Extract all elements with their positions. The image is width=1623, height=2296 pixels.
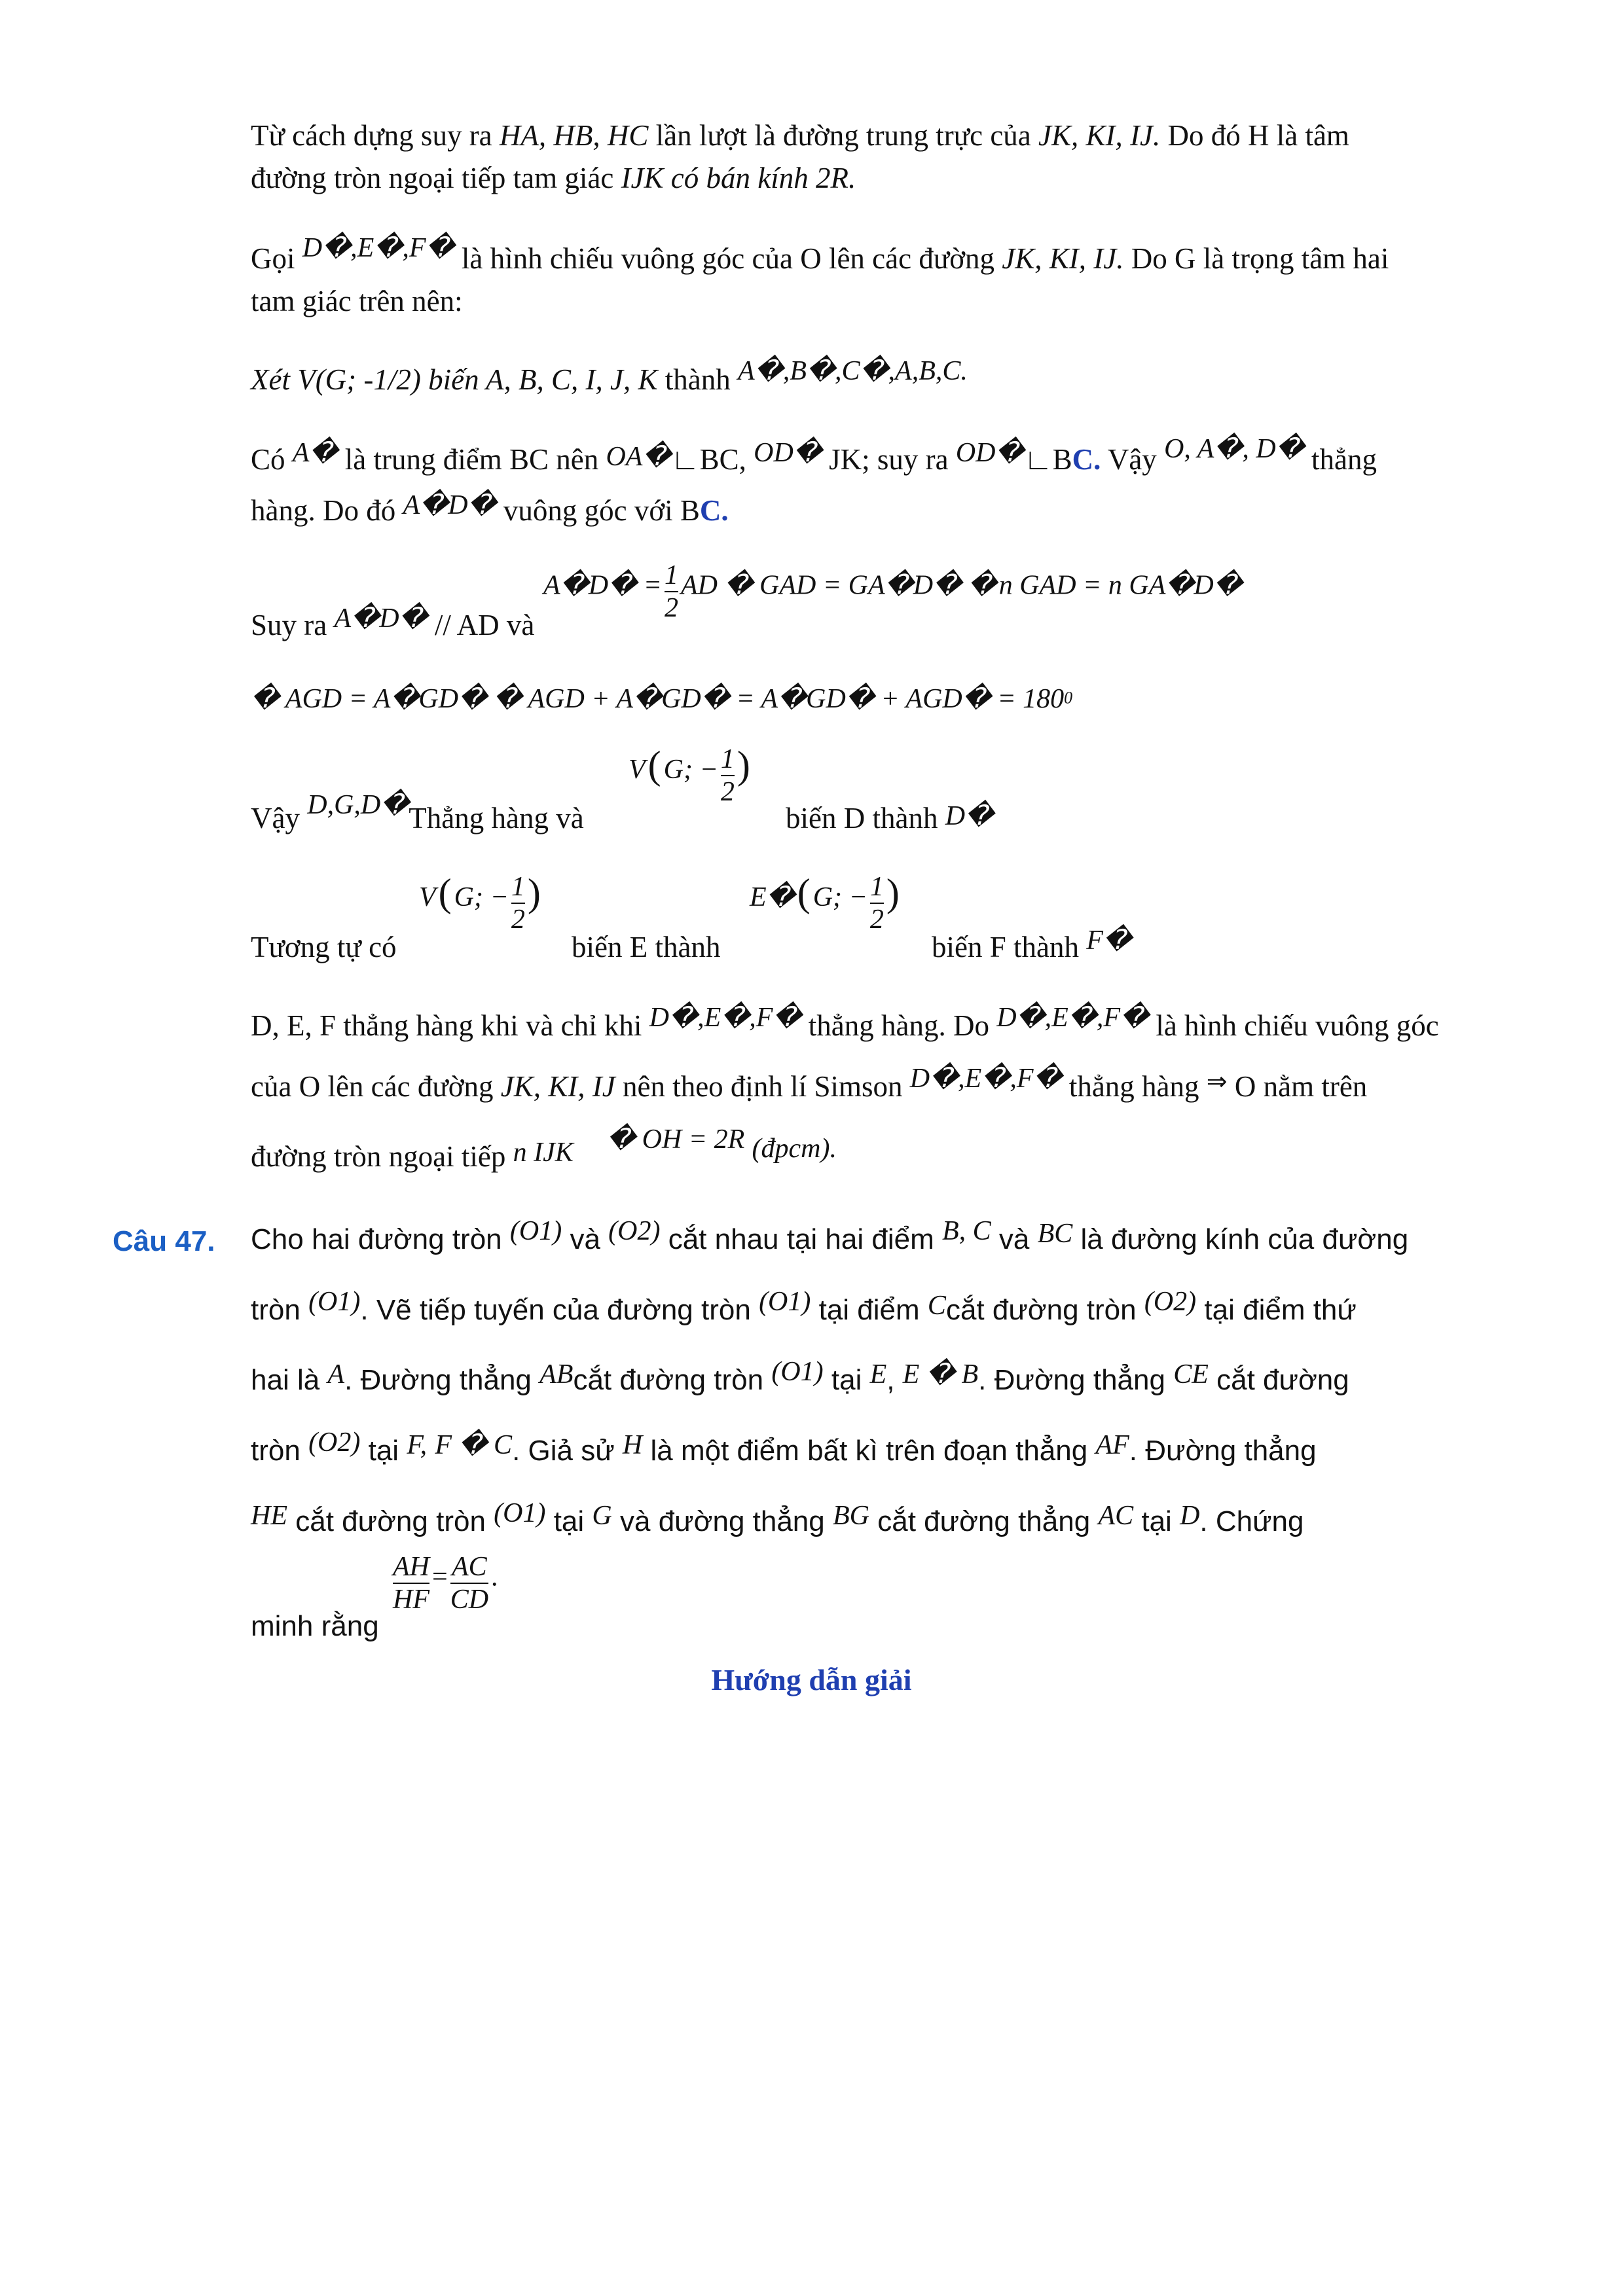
para-8-tail: biến F thành F�: [932, 925, 1131, 963]
para-8-mid: biến E thành: [572, 931, 721, 963]
para-5-label: Suy ra A�D� // AD và: [251, 603, 535, 641]
implies-icon: ⇒: [1206, 1067, 1228, 1096]
para-4-line-2: hàng. Do đó A�D� vuông góc với BC.: [251, 490, 729, 527]
para-1-line-2: đường tròn ngoại tiếp tam giác IJK có bán kính 2R.: [251, 162, 856, 194]
q47-line-2: tròn (O1). Vẽ tiếp tuyến của đường tròn (O1) tại điểm Ccắt đường tròn (O2) tại điểm thứ: [251, 1287, 1357, 1326]
homothety-e-f: E� ( G; − $\frac{1}{2}$ ): [750, 871, 900, 935]
solution-heading: Hướng dẫn giải: [711, 1663, 912, 1696]
para-7: Vậy D,G,D�Thẳng hàng và: [251, 790, 584, 834]
para-2-line-2: tam giác trên nên:: [251, 285, 463, 317]
para-5-equation: A�D� = $\frac{1}{2}$ AD � GAD = GA�D� � n GAD = n GA�D�: [543, 560, 1242, 623]
para-3: Xét V(G; -1/2) biến A, B, C, I, J, K thành A�,B�,C�,A,B,C.: [251, 356, 968, 396]
question-number: Câu 47.: [113, 1225, 215, 1257]
q47-line-5: HE cắt đường tròn (O1) tại G và đường thẳng BG cắt đường thẳng AC tại D. Chứng: [251, 1498, 1304, 1537]
q47-line-1: Cho hai đường tròn (O1) và (O2) cắt nhau tại hai điểm B, C và BC là đường kính của đường: [251, 1216, 1409, 1255]
fraction-one-half: $\frac{1}{2}$: [664, 560, 678, 623]
q47-line-4: tròn (O2) tại F, F � C. Giả sử H là một điểm bất kì trên đoạn thẳng AF. Đường thẳng: [251, 1427, 1317, 1467]
ratio-equation: $\frac{AH}{HF}$ = $\frac{AC}{CD}$ .: [393, 1552, 498, 1615]
para-9-line-1: D, E, F thẳng hàng khi và chỉ khi D�,E�,F� thẳng hàng. Do D�,E�,F� là hình chiếu vuông góc: [251, 1003, 1439, 1042]
para-1-line-1: Từ cách dựng suy ra HA, HB, HC lần lượt là đường trung trực của JK, KI, IJ. Do đó H là tâm: [251, 119, 1349, 152]
homothety-v-d: V ( G; − $\frac{1}{2}$ ): [629, 744, 750, 808]
q47-line-3: hai là A. Đường thẳng ABcắt đường tròn (O1) tại E, E � B. Đường thẳng CE cắt đường: [251, 1357, 1349, 1396]
para-9-line-2: của O lên các đường JK, KI, IJ nên theo định lí Simson D�,E�,F� thẳng hàng ⇒ O nằm trên: [251, 1064, 1368, 1103]
para-7-tail: biến D thành D�: [786, 801, 994, 834]
fraction-ac-cd: $\frac{AC}{CD}$: [450, 1552, 489, 1615]
para-2-line-1: Gọi D�,E�,F� là hình chiếu vuông góc của O lên các đường JK, KI, IJ. Do G là trọng tâm hai: [251, 233, 1389, 275]
fraction-ah-hf: $\frac{AH}{HF}$: [393, 1552, 429, 1615]
para-8: Tương tự có: [251, 931, 397, 963]
homothety-v-e: V ( G; − $\frac{1}{2}$ ): [419, 871, 541, 935]
para-4-line-1: Có A� là trung điểm BC nên OA�∟BC, OD� JK; suy ra OD�∟BC. Vậy O, A�, D� thẳng: [251, 434, 1377, 476]
q47-line-6: minh rằng: [251, 1610, 379, 1642]
para-6-equation: � AGD = A�GD� � AGD + A�GD� = A�GD� + AGD� = $180^0$: [251, 684, 1073, 714]
para-9-line-3: đường tròn ngoại tiếp n IJK � OH = 2R (đpcm).: [251, 1124, 837, 1173]
